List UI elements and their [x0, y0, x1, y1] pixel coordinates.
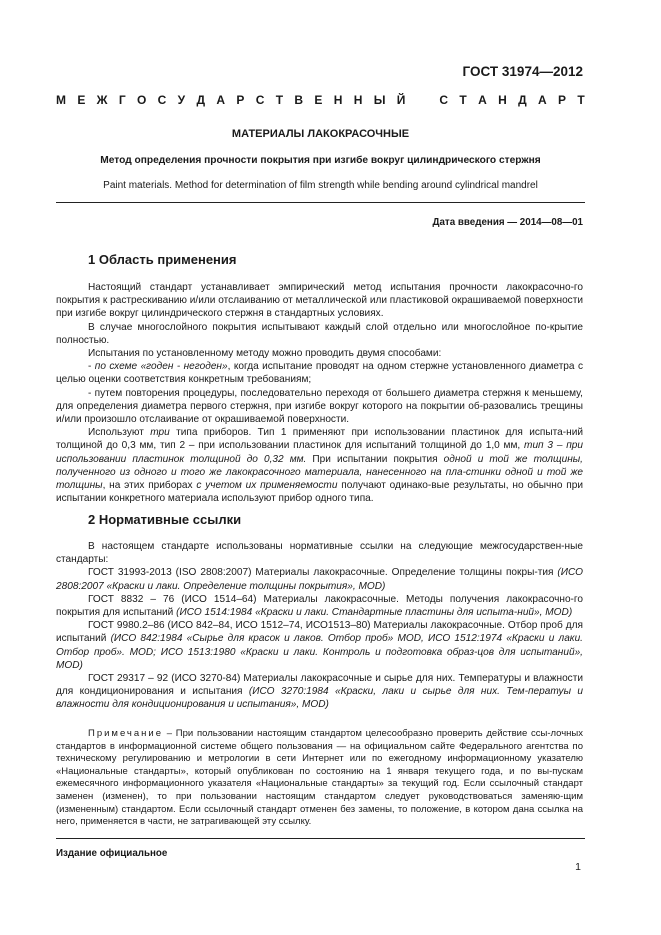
footer-divider [56, 838, 585, 839]
paragraph: В настоящем стандарте использованы нормативные ссылки на следующие межгосударствен-ные стандарты: [56, 541, 583, 566]
banner-letter: Т [577, 93, 585, 107]
banner-letter: У [177, 93, 186, 107]
section-heading-scope: 1 Область применения [88, 252, 237, 267]
banner-letter: Д [518, 93, 527, 107]
effective-date: Дата введения — 2014—08—01 [432, 217, 583, 228]
banner-letter: Н [498, 93, 507, 107]
document-title: МАТЕРИАЛЫ ЛАКОКРАСОЧНЫЕ [231, 128, 410, 140]
divider [56, 202, 585, 203]
document-subtitle: Метод определения прочности покрытия при изгибе вокруг цилиндрического стержня [100, 155, 541, 166]
reference-item: ГОСТ 31993-2013 (ISO 2808:2007) Материалы лакокрасочные. Определение толщины покры-тия (ИСО 2808:2007 «Краски и лаки. Определение толщины покрытия», MOD) [56, 567, 583, 592]
reference-item: ГОСТ 29317 – 92 (ИСО 3270-84) Материалы лакокрасочные и сырье для них. Температуры и влажности для кондиционирования и испытания (ИСО 3270:1984 «Краски, лаки и сырье для них. Тем-ператуы и влажности для кондиционирования и испытания», MOD) [56, 673, 583, 711]
paragraph: В случае многослойного покрытия испытывают каждый слой отдельно или многослойное по-крытие полностью. [56, 321, 583, 346]
edition-label: Издание официальное [56, 848, 168, 859]
banner-letter: С [255, 93, 265, 107]
banner-letter: О [137, 93, 147, 107]
banner-letter: В [294, 93, 304, 107]
banner-letter: Й [396, 93, 406, 107]
banner-letter: Д [196, 93, 206, 107]
section-references-body [56, 540, 583, 712]
banner-letter: С [439, 93, 449, 107]
standard-code: ГОСТ 31974—2012 [462, 64, 583, 79]
note-text: – При пользовании настоящим стандартом целесообразно проверить действие ссы-лочных стандартов в информационной системе общего пользования — на официальном сайте Федерального агентства по техническому регулированию и метрологии в сети Интернет или по ежегодному информационному указателю «Национальные стандарты», который опубликован по состоянию на 1 января текущего года, и по вы-пускам ежемесячного информационного указателя «Национальные стандарты» за текущий год. Если ссылочный стандарт заменен (изменен), то при пользовании настоящим стандартом следует руководствоваться заменяю-щим (измененным) стандартом. Если ссылочный стандарт отменен без замены, то положение, в котором дана ссылка на него, применяется в части, не затрагивающей эту ссылку. [56, 728, 583, 828]
banner-letter: Р [557, 93, 566, 107]
reference-item: ГОСТ 9980.2–86 (ИСО 842–84, ИСО 1512–74, ИСО1513–80) Материалы лакокрасочные. Отбор проб для испытаний (ИСО 842:1984 «Сырье для красок и лаков. Отбор проб» MOD, ИСО 1512:1974 «Краски и лаки. Отбор проб». MOD; ИСО 1513:1980 «Краски и лаки. Контроль и подготовка образ-цов для испытаний», MOD) [56, 620, 583, 671]
english-title: Paint materials. Method for determination of film strength while bending around cylindrical mandrel [103, 180, 538, 191]
paragraph: - путем повторения процедуры, последовательно переходя от большего диаметра стержня к меньшему, для определения диаметра первого стержня, при изгибе вокруг которого на покрытии об-разовались трещины и/или произошло отслаивание от окрашиваемой поверхности. [56, 387, 583, 426]
banner-letter: Г [118, 93, 126, 107]
paragraph: - по схеме «годен - негоден», когда испытание проводят на одном стержне установленного диаметра с целью оценки соответствия конкретным требованиям; [56, 361, 583, 386]
banner-letter: Н [333, 93, 343, 107]
note-paragraph [56, 728, 583, 829]
banner-letter: Е [314, 93, 323, 107]
section-scope-body [56, 281, 583, 505]
page-number: 1 [575, 861, 581, 873]
banner-letter: Т [459, 93, 467, 107]
reference-item: ГОСТ 8832 – 76 (ИСО 1514–64) Материалы лакокрасочные. Методы получения лакокрасочно-го покрытия для испытаний (ИСО 1514:1984 «Краски и лаки. Стандартные пластины для испыта-ний», MOD) [56, 593, 583, 619]
banner-letter: А [216, 93, 226, 107]
banner-letter: Т [275, 93, 284, 107]
paragraph: Испытания по установленному методу можно проводить двумя способами: [88, 348, 442, 360]
section-heading-references: 2 Нормативные ссылки [88, 512, 242, 527]
interstate-standard-banner [56, 93, 585, 107]
banner-letter: Ж [96, 93, 108, 107]
note-label: Примечание [88, 728, 163, 739]
banner-letter: Н [353, 93, 363, 107]
banner-letter: Е [77, 93, 86, 107]
banner-letter: А [537, 93, 547, 107]
paragraph: Используют три типа приборов. Тип 1 применяют при использовании пластинок для испыта-ний толщиной до 0,3 мм, тип 2 – при использовании пластинок для испытаний толщиной до 1,0 мм, тип 3 – при использовании пластинок толщиной до 0,32 мм. При испытании покрытия одной и той же толщины, полученного из одного и того же лакокрасочного материала, нанесенного на пла-стинки одной и той же толщины, на этих приборах с учетом их применяемости получают одинако-вые результаты, но обычно при испытании конкретного материала используют прибор одного типа. [56, 427, 584, 505]
banner-letter: М [56, 93, 66, 107]
banner-letter: Ы [373, 93, 386, 107]
banner-letter: С [157, 93, 167, 107]
banner-letter: Р [236, 93, 245, 107]
banner-letter: А [478, 93, 487, 107]
paragraph: Настоящий стандарт устанавливает эмпирический метод испытания прочности лакокрасочно-го покрытия к растрескиванию и/или отслаиванию от металлической или пластиковой окрашиваемой поверхности при изгибе вокруг цилиндрического стержня в стандартных условиях. [56, 282, 583, 320]
